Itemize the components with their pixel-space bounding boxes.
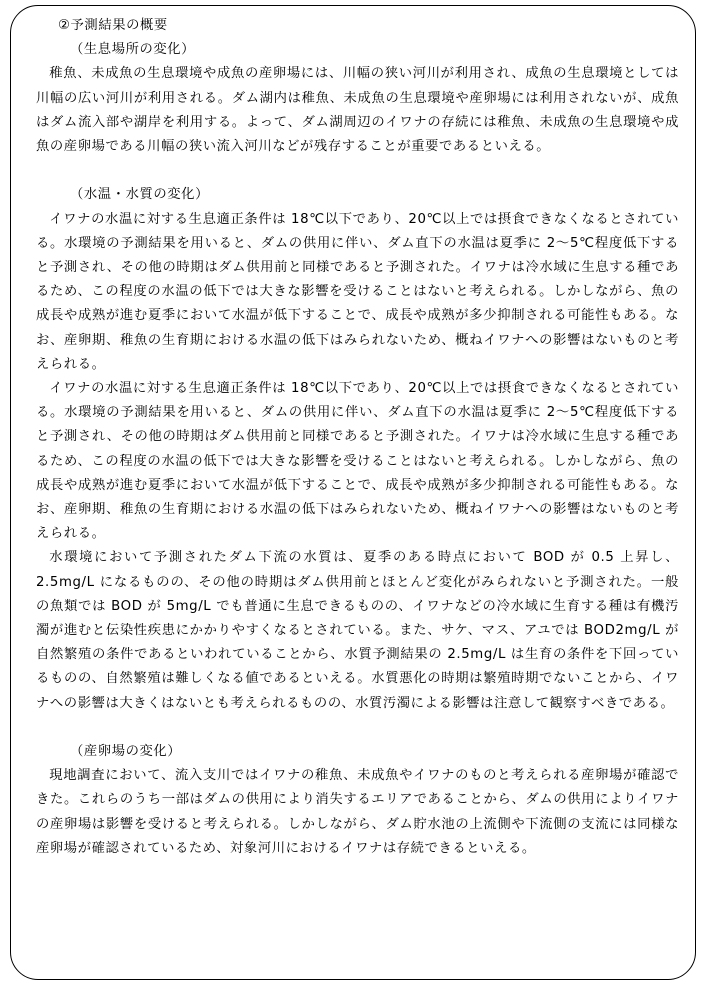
spacer [36,716,679,740]
section-heading: ②予測結果の概要 [58,18,168,33]
spacer [36,159,679,183]
paragraph-water-temperature-repeat: イワナの水温に対する生息適正条件は 18℃以下であり、20℃以上では摂食できなくなるとされている。水環境の予測結果を用いると、ダムの供用に伴い、ダム直下の水温は夏季に 2～5℃程度低下すると予測され、その他の時期はダム供用前と同様であると予測された。イワナは冷水域に生息する種であるため、この程度の水温の低下では大きな影響を受けることはないと考えられる。しかしながら、魚の成長や成熟が進む夏季において水温が低下することで、成長や成熟が多少抑制される可能性もある。なお、産卵期、稚魚の生育期における水温の低下はみられないため、概ねイワナへの影響はないものと考えられる。 [36,381,679,542]
paragraph-water-quality: 水環境において予測されたダム下流の水質は、夏季のある時点において BOD が 0.5 上昇し、2.5mg/L になるものの、その他の時期はダム供用前とほとんど変化がみられないと予測された。一般の魚類では BOD が 5mg/L でも普通に生息できるものの、イワナなどの冷水域に生育する種は有機汚濁が進むと伝染性疾患にかかりやすくなるとされている。また、サケ、マス、アユでは BOD2mg/L が自然繁殖の条件であるといわれていることから、水質予測結果の 2.5mg/L は生育の条件を下回っているものの、自然繁殖は難しくなる値であるといえる。水質悪化の時期は繁殖時期でないことから、イワナへの影響は大きくはないとも考えられるものの、水質汚濁による影響は注意して観察すべきである。 [36,550,679,711]
paragraph-habitat: 稚魚、未成魚の生息環境や成魚の産卵場には、川幅の狭い河川が利用され、成魚の生息環境としては川幅の広い河川が利用される。ダム湖内は稚魚、未成魚の生息環境や産卵場には利用されないが、成魚はダム流入部や湖岸を利用する。よって、ダム湖周辺のイワナの存続には稚魚、未成魚の生息環境や成魚の産卵場である川幅の狭い流入河川などが残存することが重要であるといえる。 [36,66,679,155]
subsection-title-spawning: （産卵場の変化） [70,744,182,760]
paragraph-water-temperature: イワナの水温に対する生息適正条件は 18℃以下であり、20℃以上では摂食できなくなるとされている。水環境の予測結果を用いると、ダムの供用に伴い、ダム直下の水温は夏季に 2～5℃程度低下すると予測され、その他の時期はダム供用前と同様であると予測された。イワナは冷水域に生息する種であるため、この程度の水温の低下では大きな影響を受けることはないと考えられる。しかしながら、魚の成長や成熟が進む夏季において水温が低下することで、成長や成熟が多少抑制される可能性もある。なお、産卵期、稚魚の生育期における水温の低下はみられないため、概ねイワナへの影響はないものと考えられる。 [36,211,679,372]
subsection-title-habitat: （生息場所の変化） [70,42,196,58]
subsection-title-water: （水温・水質の変化） [70,187,209,203]
paragraph-spawning: 現地調査において、流入支川ではイワナの稚魚、未成魚やイワナのものと考えられる産卵場が確認できた。これらのうち一部はダムの供用により消失するエリアであることから、ダムの供用によりイワナの産卵場は影響を受けると考えられる。しかしながら、ダム貯水池の上流側や下流側の支流には同様な産卵場が確認されているため、対象河川におけるイワナは存続できるといえる。 [36,768,679,856]
document-body [36,14,679,861]
